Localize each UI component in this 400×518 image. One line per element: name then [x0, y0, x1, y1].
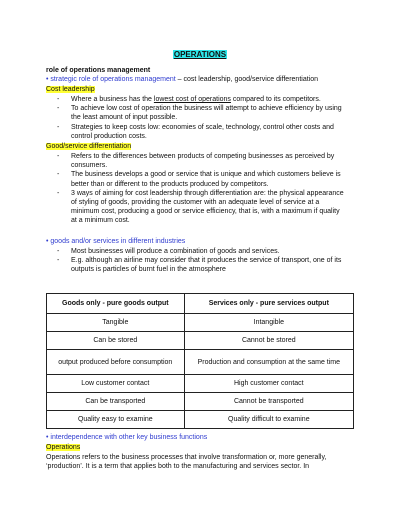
differentiation-list — [46, 152, 344, 226]
list-item — [46, 152, 344, 170]
cost-leadership-heading: Cost leadership — [46, 86, 95, 93]
item-line: outputs is particles of burnt fuel in the atmosphere — [71, 266, 226, 274]
item-text-post: compared to its competitors. — [230, 96, 321, 103]
table-cell: Can be transported — [47, 393, 185, 411]
table-header-row — [47, 294, 354, 314]
table-header-goods: Goods only - pure goods output — [47, 294, 185, 314]
strategic-role-suffix: – cost leadership, good/service differentiation — [175, 76, 318, 83]
strategic-role-line — [46, 75, 318, 84]
cost-leadership-heading-row — [46, 85, 95, 94]
section-heading: role of operations management — [46, 67, 151, 74]
item-line: better than or different to the products produced by competitors. — [71, 180, 269, 188]
table-row — [47, 393, 354, 411]
item-line: - To achieve low cost of operation the business will attempt to achieve efficiency by using — [71, 105, 342, 113]
item-line: control production costs. — [71, 132, 147, 140]
goods-services-list — [46, 247, 341, 275]
strategic-role-label: • strategic role of operations management — [46, 76, 176, 83]
operations-paragraph — [46, 453, 326, 471]
item-line: the least amount of input possible. — [71, 114, 178, 122]
item-line: at a minimum cost. — [71, 217, 130, 225]
list-item — [46, 123, 342, 141]
table-cell: Low customer contact — [47, 375, 185, 393]
table-row — [47, 332, 354, 350]
table-row — [47, 411, 354, 429]
title-row — [0, 44, 400, 62]
table-cell: Tangible — [47, 314, 185, 332]
table-cell: Intangible — [184, 314, 353, 332]
table-cell: Cannot be stored — [184, 332, 353, 350]
item-text-pre: Where a business has the — [71, 96, 154, 103]
table-cell: Quality easy to examine — [47, 411, 185, 429]
goods-services-heading: • goods and/or services in different industries — [46, 238, 186, 245]
goods-services-table — [46, 293, 354, 429]
table-cell: Quality difficult to examine — [184, 411, 353, 429]
list-item — [46, 189, 344, 226]
paragraph-line: Operations refers to the business processes that involve transformation or, more generally, — [46, 454, 327, 461]
list-item — [46, 95, 342, 104]
item-line: consumers. — [71, 162, 108, 170]
table-cell: output produced before consumption — [47, 350, 185, 375]
item-line: - 3 ways of aiming for cost leadership through differentiation are: the physical appearance — [71, 189, 344, 197]
table-cell: Cannot be transported — [184, 393, 353, 411]
item-text-underlined: lowest cost of operations — [153, 96, 231, 103]
table-cell: Can be stored — [47, 332, 185, 350]
list-item — [46, 256, 341, 274]
list-item — [46, 104, 342, 122]
cost-leadership-list — [46, 95, 342, 141]
table-row — [47, 375, 354, 393]
item-line: - The business develops a good or service that is unique and which customers believe is — [71, 171, 341, 179]
table-row — [47, 314, 354, 332]
differentiation-heading-row — [46, 142, 131, 151]
paragraph-line: ‘production’. It is a term that applies both to the manufacturing and services sector. In — [46, 463, 310, 471]
item-line: minimum cost, producing a good or service efficiency, that is, with a maximum if quality — [71, 208, 340, 216]
item-line: - Strategies to keep costs low: economies of scale, technology, control other costs and — [71, 123, 334, 131]
operations-subheading-row — [46, 443, 80, 452]
differentiation-heading: Good/service differentiation — [46, 143, 132, 150]
item-line: - Refers to the differences between products of competing businesses as perceived by — [71, 153, 335, 160]
interdependence-heading: • interdependence with other key business functions — [46, 434, 208, 441]
list-item — [46, 247, 341, 256]
table-cell: High customer contact — [184, 375, 353, 393]
item-line: of styling of goods, providing the customer with an adequate level of service at a — [71, 199, 320, 207]
list-item — [46, 170, 344, 188]
table-cell: Production and consumption at the same time — [184, 350, 353, 375]
page-title: OPERATIONS — [173, 50, 227, 59]
item-line: - Most businesses will produce a combination of goods and services. — [71, 248, 280, 255]
table-row — [47, 350, 354, 375]
table-header-services: Services only - pure services output — [184, 294, 353, 314]
item-line: - E.g. although an airline may consider that it produces the service of transport, one of its — [71, 257, 342, 265]
operations-subheading: Operations — [46, 444, 81, 451]
